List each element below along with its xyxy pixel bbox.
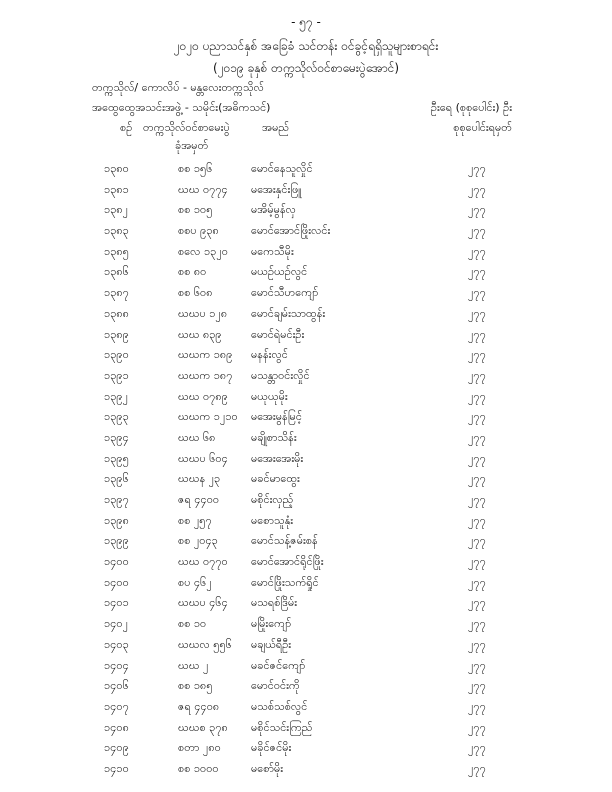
registration-number: ဃဃက ၁၈၇ bbox=[178, 368, 233, 382]
table-row bbox=[0, 493, 612, 514]
student-name: မောင်သန့်ဇမ်းစန် bbox=[251, 534, 318, 548]
row-number: ၁၃၈၁ bbox=[104, 182, 129, 196]
table-row bbox=[0, 265, 612, 286]
row-number: ၁၄၀၉ bbox=[104, 741, 129, 755]
row-number: ၁၃၉၇ bbox=[104, 493, 129, 506]
table-row bbox=[0, 203, 612, 224]
registration-number: ဃဃက ၁၈၉ bbox=[178, 348, 233, 362]
student-name: မစော်မိုး bbox=[251, 761, 284, 775]
total-score: ၂၇၇ bbox=[468, 617, 486, 631]
table-row bbox=[0, 452, 612, 473]
total-score: ၂၇၇ bbox=[468, 327, 486, 341]
registration-number: ဃဃစ ၃၇၈ bbox=[178, 720, 228, 734]
row-number: ၁၄၀၃ bbox=[104, 637, 129, 651]
results-table bbox=[0, 162, 612, 783]
row-number: ၁၄၀၂ bbox=[104, 617, 128, 631]
total-score: ၂၇၇ bbox=[468, 699, 486, 713]
student-name: မောင်အောင်ရိုင်ဖြိုး bbox=[251, 555, 324, 569]
table-row bbox=[0, 472, 612, 493]
student-name: မခင်မာထွေး bbox=[251, 472, 300, 486]
registration-number: ဇရ ၄၄၀၀ bbox=[178, 493, 220, 506]
table-row bbox=[0, 328, 612, 349]
registration-number: စစ ၈၀ bbox=[178, 265, 207, 279]
total-score: ၂၇၇ bbox=[468, 513, 486, 527]
row-number: ၁၃၉၆ bbox=[104, 472, 129, 486]
registration-number: စစ ၁၀၅ bbox=[178, 203, 213, 217]
registration-number: စစ ၆၀၈ bbox=[178, 286, 213, 300]
total-score: ၂၇၇ bbox=[468, 451, 486, 465]
student-name: မအေးမွန်မြင့် bbox=[251, 410, 302, 424]
row-number: ၁၃၉၁ bbox=[104, 368, 129, 382]
table-row bbox=[0, 245, 612, 266]
table-row bbox=[0, 762, 612, 783]
student-name: မသစ်သစ်လွင် bbox=[251, 699, 308, 713]
registration-number: စတာ ၂၈၀ bbox=[178, 741, 221, 755]
total-score: ၂၇၇ bbox=[468, 575, 486, 589]
student-name: မနန်းလွင် bbox=[251, 348, 288, 362]
total-score: ၂၇၇ bbox=[468, 555, 486, 569]
student-name: မခင်ဇင်ကျော် bbox=[251, 658, 306, 672]
row-number: ၁၃၈၃ bbox=[104, 224, 129, 238]
row-number: ၁၃၈၉ bbox=[104, 327, 129, 341]
student-name: မစောသူနုံး bbox=[251, 513, 294, 527]
table-row bbox=[0, 348, 612, 369]
total-score: ၂၇၇ bbox=[468, 224, 486, 238]
table-row bbox=[0, 162, 612, 183]
student-name: မချိုစာသိန်း bbox=[251, 430, 297, 444]
row-number: ၁၃၉၀ bbox=[104, 348, 129, 362]
row-number: ၁၄၁၀ bbox=[104, 761, 129, 775]
column-header-no: စဉ် bbox=[120, 121, 133, 134]
total-score: ၂၇၇ bbox=[468, 720, 486, 734]
table-row bbox=[0, 596, 612, 617]
row-number: ၁၄၀၄ bbox=[104, 658, 129, 672]
student-name: မသန္တာဝင်းလှိုင် bbox=[251, 368, 310, 382]
table-row bbox=[0, 638, 612, 659]
row-number: ၁၃၉၅ bbox=[104, 451, 129, 465]
table-row bbox=[0, 514, 612, 535]
registration-number: ဃဃပ ၁၂၈ bbox=[178, 306, 228, 320]
student-name: မယဉ်ယဉ်လွင် bbox=[251, 265, 308, 279]
total-score: ၂၇၇ bbox=[468, 637, 486, 651]
student-name: မစိုင်သင်းကြည် bbox=[251, 720, 313, 734]
registration-number: စစ ၂၀၄၃ bbox=[178, 534, 218, 548]
row-number: ၁၃၉၂ bbox=[104, 389, 128, 403]
total-score: ၂၇၇ bbox=[468, 244, 486, 258]
student-name: မောင်နေသူလှိုင် bbox=[251, 162, 313, 175]
student-name: မောင်အောင်ဖြိုးလင်း bbox=[251, 224, 331, 238]
table-row bbox=[0, 555, 612, 576]
total-score: ၂၇၇ bbox=[468, 658, 486, 672]
student-name: မသရစ်ဒြိမ်း bbox=[251, 596, 298, 610]
column-header-name: အမည် bbox=[262, 121, 290, 134]
registration-number: စစ ၁၀ bbox=[178, 617, 207, 631]
registration-number: စစ ၁၀၀၀ bbox=[178, 761, 219, 775]
row-number: ၁၃၉၃ bbox=[104, 410, 129, 424]
table-row bbox=[0, 431, 612, 452]
student-name: မောင်ဖြိုးသက်ရှိုင် bbox=[251, 575, 319, 589]
total-score: ၂၇၇ bbox=[468, 761, 486, 775]
registration-number: စစ ၁၈၅ bbox=[178, 679, 213, 693]
student-name: မအိမ့်မွန်လှ bbox=[251, 203, 296, 217]
document-title: ၂၀၂၀ ပညာသင်နှစ် အခြေခံ သင်တန်း ဝင်ခွင့်ရရှိသူများစာရင်း bbox=[173, 39, 439, 53]
table-row bbox=[0, 224, 612, 245]
registration-number: ဃဃပ ၄၆၄ bbox=[178, 596, 228, 610]
row-number: ၁၃၈၀ bbox=[104, 162, 129, 175]
total-score: ၂၇၇ bbox=[468, 410, 486, 424]
department-label: အထွေထွေအသင်းအဖွဲ့ - သမိုင်း(အဓိကသင်) bbox=[92, 101, 271, 114]
table-row bbox=[0, 617, 612, 638]
total-score: ၂၇၇ bbox=[468, 306, 486, 320]
student-name: မမြိုးကျော် bbox=[251, 617, 292, 631]
student-name: မကေသီမိုး bbox=[251, 244, 294, 258]
total-score: ၂၇၇ bbox=[468, 679, 486, 693]
table-row bbox=[0, 183, 612, 204]
student-name: မယုယုမိုး bbox=[251, 389, 288, 403]
row-number: ၁၃၈၅ bbox=[104, 244, 129, 258]
total-score: ၂၇၇ bbox=[468, 368, 486, 382]
row-number: ၁၃၈၂ bbox=[104, 203, 129, 217]
registration-number: ဃဃပ ၆၀၄ bbox=[178, 451, 228, 465]
student-name: မောင်ချမ်းသာထွန်း bbox=[251, 306, 326, 320]
row-number: ၁၄၀၀ bbox=[104, 575, 129, 589]
total-score: ၂၇၇ bbox=[468, 286, 486, 300]
registration-number: ဃဃ ၀၇၇၄ bbox=[178, 182, 228, 196]
row-number: ၁၃၈၈ bbox=[104, 306, 129, 320]
row-number: ၁၄၀၇ bbox=[104, 699, 129, 713]
total-score: ၂၇၇ bbox=[468, 534, 486, 548]
registration-number: စစ ၁၅၆ bbox=[178, 162, 213, 175]
table-row bbox=[0, 576, 612, 597]
registration-number: ဇရ ၄၄၀၈ bbox=[178, 699, 220, 713]
student-name: မောင်ရဲမင်းဦး bbox=[251, 327, 305, 341]
registration-number: ဃဃလ ၅၅၆ bbox=[178, 637, 232, 651]
student-name: မခိုင်ဇင်မိုး bbox=[251, 741, 292, 755]
row-number: ၁၄၀၁ bbox=[104, 596, 129, 610]
registration-number: ဃဃက ၁၂၁၀ bbox=[178, 410, 238, 424]
registration-number: ဃဃ ၂ bbox=[178, 658, 209, 672]
column-header-total: စုစုပေါင်းရမှတ် bbox=[453, 121, 512, 134]
column-header-registration-line2: ခုံအမှတ် bbox=[175, 139, 209, 152]
table-row bbox=[0, 659, 612, 680]
row-number: ၁၃၈၆ bbox=[104, 265, 129, 279]
student-name: မချယ်ရီဦး bbox=[251, 637, 292, 651]
student-name: မစိုင်းလှည့် bbox=[251, 493, 294, 506]
total-score: ၂၇၇ bbox=[468, 741, 486, 755]
total-score: ၂၇၇ bbox=[468, 389, 486, 403]
table-row bbox=[0, 534, 612, 555]
total-score: ၂၇၇ bbox=[468, 493, 486, 506]
table-row bbox=[0, 369, 612, 390]
total-score: ၂၇၇ bbox=[468, 265, 486, 279]
table-row bbox=[0, 679, 612, 700]
total-score: ၂၇၇ bbox=[468, 430, 486, 444]
row-number: ၁၄၀၈ bbox=[104, 720, 129, 734]
table-row bbox=[0, 307, 612, 328]
registration-number: ဃဃ ၈၃၉ bbox=[178, 327, 222, 341]
total-score: ၂၇၇ bbox=[468, 596, 486, 610]
total-score: ၂၇၇ bbox=[468, 348, 486, 362]
row-number: ၁၃၉၈ bbox=[104, 513, 129, 527]
page-number: - ၅၇ - bbox=[291, 15, 321, 29]
student-name: မအေးနှင်းဖြူ bbox=[251, 182, 302, 196]
row-number: ၁၃၉၄ bbox=[104, 430, 129, 444]
total-score: ၂၇၇ bbox=[468, 203, 486, 217]
registration-number: ဃဃန ၂၃ bbox=[178, 472, 221, 486]
registration-number: ဃဃ ၀၇၈၉ bbox=[178, 389, 228, 403]
total-score: ၂၇၇ bbox=[468, 162, 486, 175]
table-row bbox=[0, 286, 612, 307]
table-row bbox=[0, 700, 612, 721]
university-label: တက္ကသိုလ်/ ကောလိပ် - မန္တလေးတက္ကသိုလ် bbox=[92, 81, 264, 94]
registration-number: ဃဃ ၀၇၇၀ bbox=[178, 555, 228, 569]
table-row bbox=[0, 410, 612, 431]
registration-number: စစပ ၉၃၈ bbox=[178, 224, 219, 238]
registration-number: စစ ၂၅၇ bbox=[178, 513, 212, 527]
table-row bbox=[0, 741, 612, 762]
document-subtitle: (၂၀၁၉ ခုနှစ် တက္ကသိုလ်ဝင်စာမေးပွဲအောင်) bbox=[212, 61, 400, 75]
student-name: မောင်သီဟကျော် bbox=[251, 286, 319, 300]
total-score: ၂၇၇ bbox=[468, 472, 486, 486]
registration-number: ဃဃ ၆၈ bbox=[178, 430, 216, 444]
student-name: မောင်ဝင်းကို bbox=[251, 679, 300, 693]
registration-number: စလေ ၁၃၂၀ bbox=[178, 244, 228, 258]
registration-number: စပ ၄၆၂ bbox=[178, 575, 212, 589]
table-row bbox=[0, 721, 612, 742]
row-number: ၁၄၀၀ bbox=[104, 555, 129, 569]
total-count-label: ဦးရေ (စုစုပေါင်း) ဦး bbox=[430, 101, 512, 114]
row-number: ၁၄၀၆ bbox=[104, 679, 129, 693]
column-header-registration: တက္ကသိုလ်ဝင်စာမေးပွဲ bbox=[143, 121, 230, 134]
row-number: ၁၃၈၇ bbox=[104, 286, 129, 300]
table-row bbox=[0, 390, 612, 411]
row-number: ၁၃၉၉ bbox=[104, 534, 129, 548]
total-score: ၂၇၇ bbox=[468, 182, 486, 196]
student-name: မအေးအေးမိုး bbox=[251, 451, 304, 465]
